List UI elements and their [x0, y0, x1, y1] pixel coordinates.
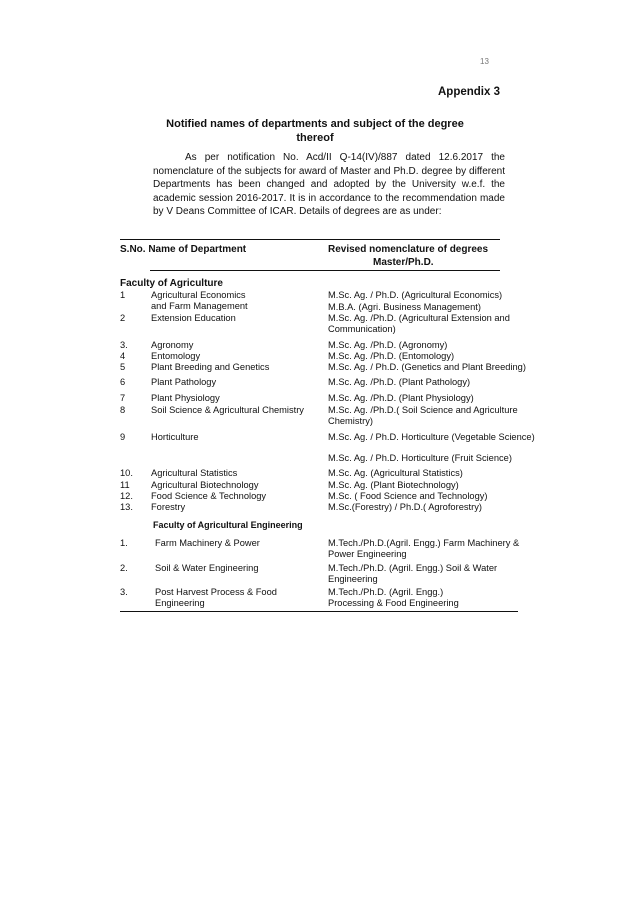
- row-number: 4: [120, 351, 126, 361]
- department-name: Agricultural Statistics: [151, 468, 238, 478]
- department-name: Forestry: [151, 502, 186, 512]
- degree-name-cont: M.B.A. (Agri. Business Management): [328, 302, 481, 312]
- department-name: Food Science & Technology: [151, 491, 267, 501]
- row-number: 5: [120, 362, 126, 372]
- department-name: Entomology: [151, 351, 201, 361]
- table-header-rule: [150, 270, 500, 271]
- degree-name: M.Sc. Ag. /Ph.D.( Soil Science and Agriculture: [328, 405, 518, 415]
- degree-name: M.Sc. Ag. (Agricultural Statistics): [328, 468, 463, 478]
- degree-name-cont: Power Engineering: [328, 549, 407, 559]
- row-number: 6: [120, 377, 126, 387]
- department-name-cont: Engineering: [155, 598, 205, 608]
- row-number: 2: [120, 313, 126, 323]
- row-number: 9: [120, 432, 126, 442]
- row-number: 3.: [120, 340, 128, 350]
- department-name: Farm Machinery & Power: [155, 538, 260, 548]
- degree-name: M.Sc. Ag. / Ph.D. Horticulture (Vegetable Science): [328, 432, 535, 442]
- department-name-cont: and Farm Management: [151, 301, 248, 311]
- department-name: Soil Science & Agricultural Chemistry: [151, 405, 304, 415]
- page-number: 13: [480, 57, 489, 66]
- department-name: Horticulture: [151, 432, 199, 442]
- department-name: Agricultural Biotechnology: [151, 480, 259, 490]
- department-name: Plant Breeding and Genetics: [151, 362, 270, 372]
- degree-name-cont: Engineering: [328, 574, 378, 584]
- degree-name: M.Sc. Ag. / Ph.D. (Agricultural Economics): [328, 290, 503, 300]
- degree-name-cont: M.Sc. Ag. / Ph.D. Horticulture (Fruit Science): [328, 453, 512, 463]
- row-number: 1: [120, 290, 126, 300]
- department-name: Plant Physiology: [151, 393, 220, 403]
- degree-name: M.Sc. Ag. (Plant Biotechnology): [328, 480, 459, 490]
- degree-name: M.Sc.(Forestry) / Ph.D.( Agroforestry): [328, 502, 482, 512]
- department-name: Agronomy: [151, 340, 194, 350]
- row-number: 12.: [120, 491, 133, 501]
- department-name: Extension Education: [151, 313, 236, 323]
- degree-name: M.Sc. Ag. /Ph.D. (Agricultural Extension and: [328, 313, 510, 323]
- department-name: Soil & Water Engineering: [155, 563, 259, 573]
- row-number: 10.: [120, 468, 133, 478]
- degree-name: M.Tech./Ph.D.(Agril. Engg.) Farm Machinery &: [328, 538, 520, 548]
- header-sno-department: S.No. Name of Department: [120, 244, 247, 255]
- degree-name-cont: Processing & Food Engineering: [328, 598, 459, 608]
- degree-name: M.Tech./Ph.D. (Agril. Engg.) Soil & Water: [328, 563, 498, 573]
- degree-name-cont: Communication): [328, 324, 396, 334]
- table-bottom-rule: [120, 611, 518, 612]
- degree-name: M.Sc. Ag. /Ph.D. (Plant Pathology): [328, 377, 471, 387]
- degree-name: M.Sc. Ag. /Ph.D. (Agronomy): [328, 340, 448, 350]
- department-name: Plant Pathology: [151, 377, 217, 387]
- row-number: 11: [120, 480, 130, 490]
- degree-name-cont: Chemistry): [328, 416, 373, 426]
- row-number: 7: [120, 393, 126, 403]
- row-number: 8: [120, 405, 126, 415]
- section-faculty-agriculture: Faculty of Agriculture: [120, 278, 223, 289]
- appendix-label: Appendix 3: [438, 86, 500, 98]
- degree-name: M.Sc. ( Food Science and Technology): [328, 491, 488, 501]
- intro-paragraph: As per notification No. Acd/II Q-14(IV)/887 dated 12.6.2017 the nomenclature of the subjects for award of Master and Ph.D. degree by different Departments has been changed and adopted by the University w.e.f. the academic session 2016-2017. It is in accordance to the recommendation made by V Deans Committee of ICAR. Details of degrees are as under:: [153, 152, 505, 218]
- row-number: 2.: [120, 563, 128, 573]
- document-title: [140, 117, 490, 145]
- degree-name: M.Sc. Ag. /Ph.D. (Entomology): [328, 351, 455, 361]
- row-number: 13.: [120, 502, 133, 512]
- title-line-2: thereof: [296, 132, 334, 144]
- degree-name: M.Sc. Ag. / Ph.D. (Genetics and Plant Breeding): [328, 362, 526, 372]
- row-number: 3.: [120, 587, 128, 597]
- table-top-rule: [120, 239, 500, 240]
- degree-name: M.Tech./Ph.D. (Agril. Engg.): [328, 587, 444, 597]
- title-line-1: Notified names of departments and subject of the degree: [166, 118, 464, 130]
- department-name: Post Harvest Process & Food: [155, 587, 277, 597]
- degree-name: M.Sc. Ag. /Ph.D. (Plant Physiology): [328, 393, 474, 403]
- department-name: Agricultural Economics: [151, 290, 246, 300]
- header-master-phd: Master/Ph.D.: [373, 257, 434, 268]
- row-number: 1.: [120, 538, 128, 548]
- section-faculty-engineering: Faculty of Agricultural Engineering: [153, 520, 303, 530]
- header-revised-nomenclature: Revised nomenclature of degrees: [328, 244, 489, 255]
